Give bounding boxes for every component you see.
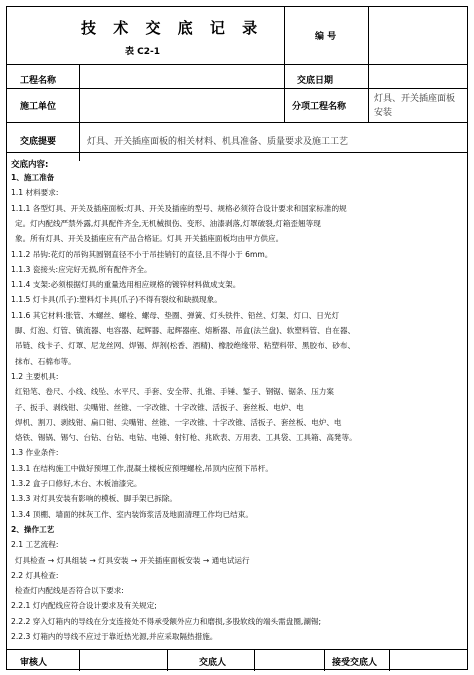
- divider: [324, 649, 325, 671]
- summary-value: 灯具、开关插座面板的相关材料、机具准备、质量要求及施工工艺: [87, 137, 349, 147]
- content-line: 1.1 材料要求:: [11, 188, 59, 198]
- divider: [167, 649, 168, 671]
- content-line: 2.2 灯具检查:: [11, 570, 59, 580]
- receiver-label: 接受交底人: [332, 658, 378, 668]
- form-title: 技 术 交 底 记 录: [81, 19, 264, 37]
- content-line: 1、施工准备: [11, 173, 55, 182]
- content-line: 子、扳手、剥线钳、尖嘴钳、丝锥、一字改锥、十字改锥、活扳子、套丝板、电炉、电: [15, 402, 304, 412]
- content-line: 定。灯内配线严禁外露,灯具配件齐全,无机械损伤、变形、油漆剥落,灯罩破裂,灯箱歪翘等现: [15, 218, 321, 228]
- content-line: 象。所有灯具、开关及插座应有产品合格证。灯具 开关插座面板均由甲方供应。: [15, 234, 284, 244]
- content-line: 1.2 主要机具:: [11, 371, 59, 381]
- divider: [79, 649, 80, 671]
- divider: [79, 64, 80, 161]
- content-line: 1.1.5 灯卡具(爪子):塑料灯卡具(爪子)不得有裂纹和缺损现象。: [11, 295, 222, 305]
- divider: [389, 649, 390, 671]
- divider: [284, 64, 285, 122]
- technical-disclosure-form: [6, 6, 468, 670]
- content-line: 烙铁、锡锅、锡勺、台钻、台钻、电钻、电锤、射钉枪、兆欧表、万用表、工具袋、工具箱、高凳等。: [15, 433, 357, 443]
- content-line: 1.3.2 盒子口修好,木台、木板油漆完。: [11, 479, 142, 488]
- summary-label: 交底提要: [20, 137, 57, 147]
- sub-project-label: 分项工程名称: [292, 102, 347, 112]
- divider: [368, 64, 369, 122]
- content-line: 2.1 工艺流程:: [11, 540, 59, 550]
- content-line: 抹布、石棉布等。: [15, 356, 76, 366]
- divider: [7, 122, 467, 123]
- number-label: 编 号: [315, 32, 337, 42]
- divider: [7, 88, 467, 89]
- content-line: 吊链、线卡子、灯罩、尼龙丝网、焊锡、焊剂(松香、酒精)、橡胶绝缘带、粘塑料带、黑胶布、砂布、: [15, 341, 356, 351]
- divider: [7, 64, 467, 65]
- content-line: 1.1.1 各型灯具、开关及插座面板:灯具、开关及插座的型号、规格必须符合设计要求和国家标准的规: [11, 203, 347, 213]
- content-line: 1.1.2 吊钩:花灯的吊钩其圆钢直径不小于吊挂销钉的直径,且不得小于 6mm。: [11, 249, 273, 259]
- content-line: 2、操作工艺: [11, 524, 55, 534]
- divider: [254, 649, 255, 671]
- content-line: 1.3.1 在结构施工中做好预埋工作,混凝土楼板应预埋螺栓,吊顶内应预下吊杆。: [11, 463, 273, 473]
- form-code: 表 C2-1: [125, 47, 160, 57]
- content-line: 2.2.3 灯箱内的导线不应过于靠近热光源,并应采取隔热措施。: [11, 632, 218, 641]
- content-line: 2.2.2 穿入灯箱内的导线在分支连接处不得承受额外应力和磨损,多股软线的端头需盘圈,涮锡;: [11, 616, 322, 626]
- project-name-label: 工程名称: [20, 76, 57, 86]
- reviewer-label: 审核人: [20, 658, 48, 668]
- content-line: 红铅笔、卷尺、小线、线坠、水平尺、手套、安全带、扎锥、手锤、錾子、钢锯、锯条、压力案: [15, 387, 334, 397]
- content-line: 1.1.6 其它材料:胀管、木螺丝、螺栓、螺母、垫圈、弹簧、灯头铁件、铅丝、灯架、灯口、日光灯: [11, 310, 340, 320]
- content-line: 2.2.1 灯内配线应符合设计要求及有关规定;: [11, 601, 157, 611]
- content-heading: 交底内容:: [11, 160, 49, 170]
- divider: [7, 152, 467, 153]
- divider: [284, 7, 285, 64]
- discloser-label: 交底人: [199, 658, 227, 668]
- sub-project-value-line2: 安装: [374, 108, 393, 118]
- content-line: 1.1.4 支架:必须根据灯具的重量选用相应规格的镀锌材料做成支架。: [11, 280, 241, 290]
- content-line: 1.3 作业条件:: [11, 448, 59, 458]
- divider: [7, 649, 467, 650]
- content-line: 1.1.3 瓷接头:应完好无损,所有配件齐全。: [11, 264, 152, 274]
- divider: [368, 7, 369, 64]
- content-line: 1.3.4 顶棚、墙面的抹灰工作、室内装饰浆活及地面清理工作均已结束。: [11, 509, 253, 519]
- content-line: 灯具检查 → 灯具组装 → 灯具安装 → 开关插座面板安装 → 通电试运行: [15, 555, 250, 565]
- sub-project-value-line1: 灯具、开关插座面板: [374, 94, 456, 104]
- construction-unit-label: 施工单位: [20, 102, 57, 112]
- disclosure-date-label: 交底日期: [297, 76, 334, 86]
- content-line: 1.3.3 对灯具安装有影响的模板、脚手架已拆除。: [11, 494, 178, 504]
- content-line: 焊机、割刀、剥线钳、扁口钳、尖嘴钳、丝锥、一字改锥、十字改锥、活扳子、套丝板、电炉、电: [15, 417, 342, 427]
- content-line: 检查灯内配线是否符合以下要求:: [15, 586, 124, 596]
- content-line: 脚、灯泡、灯管、镇流器、电容器、起辉器、起辉器座、熔断器、吊盒(法兰盘)、软塑料管、自在器、: [15, 326, 356, 335]
